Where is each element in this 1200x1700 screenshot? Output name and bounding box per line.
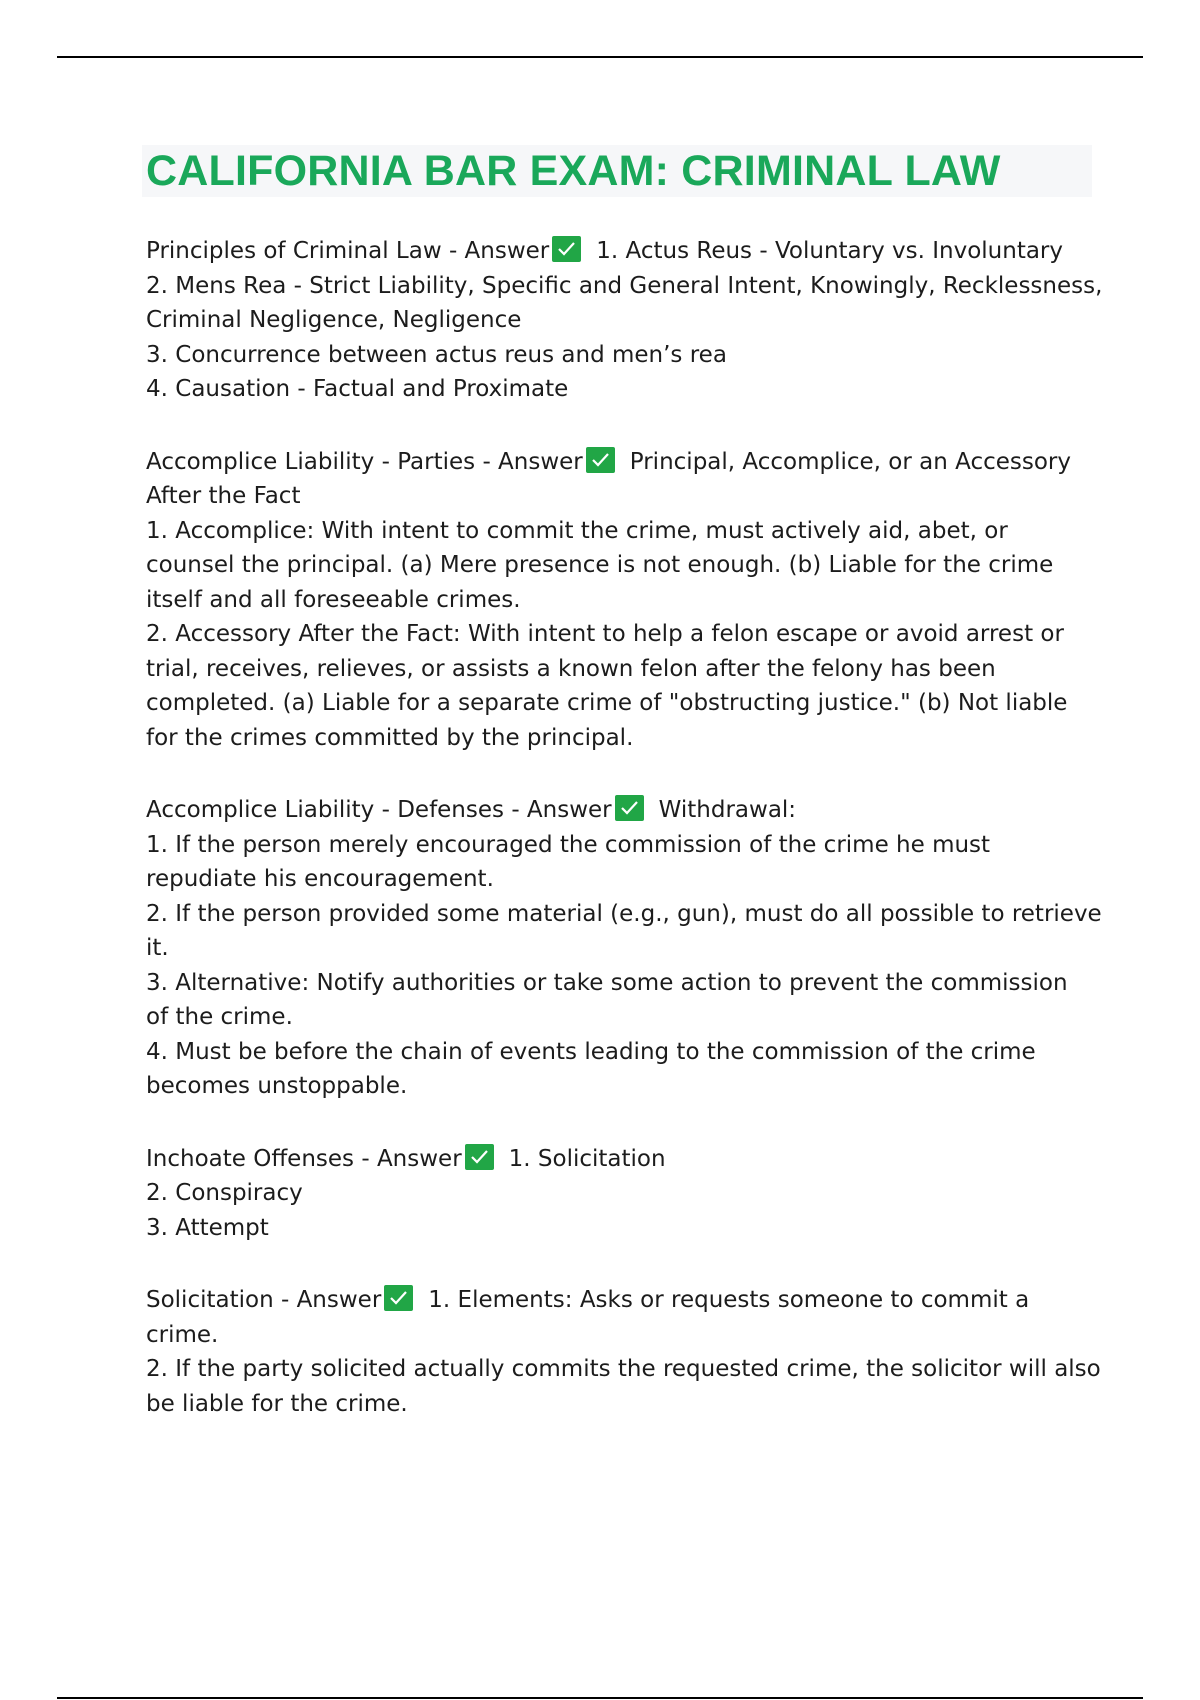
answer-line: 4. Must be before the chain of events leading to the commission of the crime	[146, 1038, 1036, 1065]
top-rule	[57, 56, 1143, 58]
answer-line: 4. Causation - Factual and Proximate	[146, 376, 569, 402]
answer-line: 2. Conspiracy	[146, 1180, 303, 1206]
answer-line: 3. Concurrence between actus reus and men’s rea	[146, 341, 727, 368]
answer-line: repudiate his encouragement.	[146, 866, 494, 892]
document-body	[146, 234, 1106, 1459]
check-mark-icon	[586, 447, 615, 473]
answer-line: 1. Solicitation	[508, 1145, 666, 1172]
qa-entry	[146, 234, 1106, 407]
answer-line: 2. Mens Rea - Strict Liability, Specific and General Intent, Knowingly, Recklessness,	[146, 272, 1103, 299]
answer-line: 1. Accomplice: With intent to commit the crime, must actively aid, abet, or	[146, 517, 1008, 544]
entry-first-line	[146, 445, 1106, 480]
answer-line: becomes unstoppable.	[146, 1073, 408, 1099]
check-mark-icon	[615, 795, 644, 821]
entry-first-line	[146, 1283, 1106, 1318]
answer-line: 3. Attempt	[146, 1214, 269, 1241]
question-label: Accomplice Liability - Parties - Answer	[146, 448, 583, 475]
entry-first-line	[146, 793, 1106, 828]
answer-line: 3. Alternative: Notify authorities or take some action to prevent the commission	[146, 969, 1068, 996]
answer-line: for the crimes committed by the principal.	[146, 724, 634, 751]
answer-line: 2. Accessory After the Fact: With intent to help a felon escape or avoid arrest or	[146, 621, 1064, 647]
answer-line: Withdrawal:	[658, 797, 797, 823]
answer-line: 2. If the person provided some material (e.g., gun), must do all possible to retrieve	[146, 900, 1102, 927]
check-mark-icon	[465, 1144, 494, 1170]
qa-entry	[146, 1142, 1106, 1246]
entry-first-line	[146, 1142, 1106, 1177]
answer-line: 1. Actus Reus - Voluntary vs. Involuntary	[596, 238, 1064, 264]
answer-line: it.	[146, 935, 169, 961]
answer-line: Criminal Negligence, Negligence	[146, 307, 522, 333]
check-mark-icon	[384, 1285, 413, 1311]
answer-line: itself and all foreseeable crimes.	[146, 586, 521, 613]
entry-first-line	[146, 234, 1106, 269]
answer-line: crime.	[146, 1321, 219, 1348]
question-label: Principles of Criminal Law - Answer	[146, 238, 550, 264]
answer-line: Principal, Accomplice, or an Accessory	[629, 448, 1071, 475]
bottom-rule	[57, 1697, 1143, 1699]
answer-line: trial, receives, relieves, or assists a known felon after the felony has been	[146, 655, 996, 682]
answer-line: of the crime.	[146, 1004, 293, 1030]
page-title: CALIFORNIA BAR EXAM: CRIMINAL LAW	[146, 147, 1001, 195]
answer-line: 2. If the party solicited actually commits the requested crime, the solicitor will also	[146, 1356, 1101, 1382]
answer-line: 1. Elements: Asks or requests someone to commit a	[428, 1287, 1030, 1313]
qa-entry	[146, 793, 1106, 1104]
title-banner	[142, 145, 1092, 197]
question-label: Solicitation - Answer	[146, 1287, 382, 1313]
answer-line: After the Fact	[146, 483, 301, 509]
qa-entry	[146, 1283, 1106, 1421]
check-mark-icon	[552, 236, 581, 262]
answer-line: be liable for the crime.	[146, 1390, 408, 1417]
question-label: Inchoate Offenses - Answer	[146, 1145, 462, 1172]
answer-line: completed. (a) Liable for a separate crime of "obstructing justice." (b) Not liable	[146, 690, 1068, 716]
answer-line: 1. If the person merely encouraged the commission of the crime he must	[146, 831, 991, 858]
qa-entry	[146, 445, 1106, 756]
answer-line: counsel the principal. (a) Mere presence is not enough. (b) Liable for the crime	[146, 552, 1054, 578]
question-label: Accomplice Liability - Defenses - Answer	[146, 797, 612, 823]
